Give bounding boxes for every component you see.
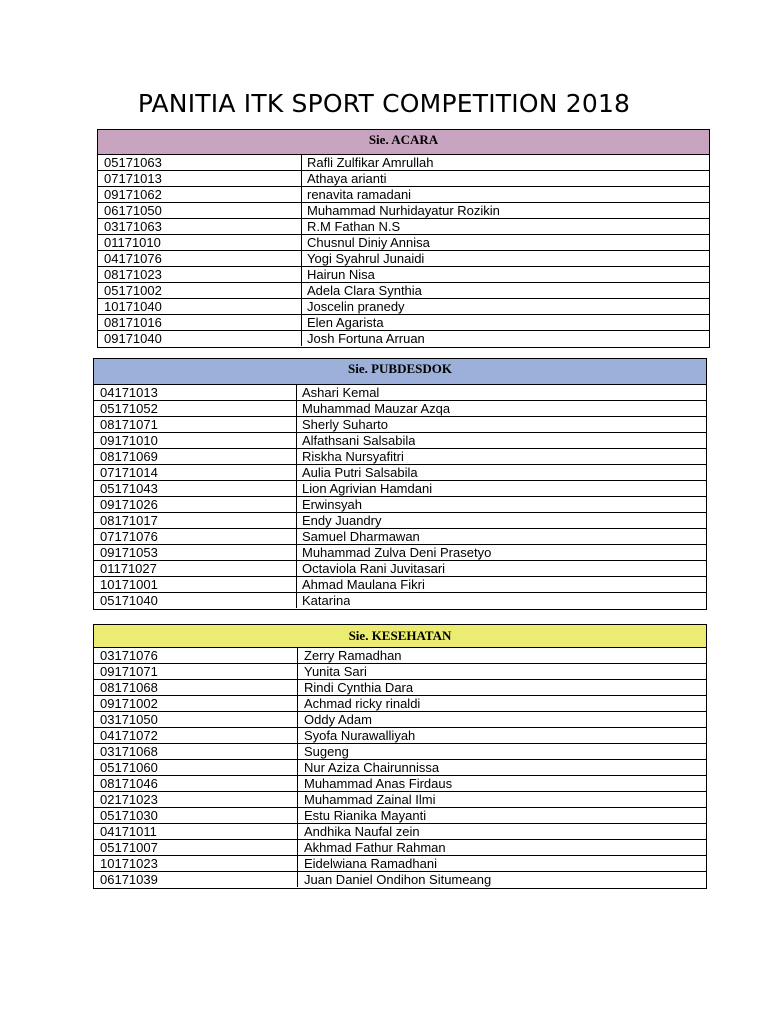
student-id-cell: 02171023 [94,792,298,807]
table-row [94,449,706,465]
student-name-cell: Muhammad Mauzar Azqa [302,401,451,416]
table-row [98,251,709,267]
table-row [94,513,706,529]
table-row [94,872,706,888]
student-id-cell: 05171060 [94,760,298,775]
table-row [94,648,706,664]
student-name-cell: Andhika Naufal zein [304,824,420,839]
student-id-cell: 08171023 [98,267,302,282]
student-name-cell: Sugeng [304,744,349,759]
student-id-cell: 05171002 [98,283,302,298]
section-heading: Sie. ACARA [98,130,709,155]
student-name-cell: Joscelin pranedy [307,299,405,314]
student-name-cell: Ashari Kemal [302,385,380,400]
student-id-cell: 09171010 [94,433,297,448]
student-name-cell: Chusnul Diniy Annisa [307,235,430,250]
table-row [94,417,706,433]
table-row [94,577,706,593]
student-name-cell: Elen Agarista [307,315,384,330]
student-id-cell: 03171076 [94,648,298,663]
student-id-cell: 05171063 [98,155,302,170]
table-row [94,385,706,401]
table-row [94,824,706,840]
student-id-cell: 06171039 [94,872,298,887]
student-id-cell: 04171013 [94,385,297,400]
student-id-cell: 07171014 [94,465,297,480]
section-heading: Sie. KESEHATAN [94,625,706,648]
table-row [94,712,706,728]
table-row [98,219,709,235]
section-pubdesdok-table [93,358,707,610]
table-row [94,680,706,696]
table-row [94,481,706,497]
student-id-cell: 04171011 [94,824,298,839]
student-id-cell: 05171007 [94,840,298,855]
student-id-cell: 10171001 [94,577,297,592]
student-id-cell: 05171030 [94,808,298,823]
table-row [94,545,706,561]
table-row [98,331,709,347]
table-row [94,497,706,513]
table-row [94,776,706,792]
table-row [98,155,709,171]
table-row [94,465,706,481]
table-row [98,299,709,315]
student-name-cell: Aulia Putri Salsabila [302,465,418,480]
student-id-cell: 04171072 [94,728,298,743]
student-id-cell: 04171076 [98,251,302,266]
student-id-cell: 01171010 [98,235,302,250]
table-row [98,235,709,251]
student-name-cell: Muhammad Zainal Ilmi [304,792,436,807]
student-name-cell: Erwinsyah [302,497,362,512]
student-name-cell: Muhammad Nurhidayatur Rozikin [307,203,500,218]
table-row [94,744,706,760]
student-id-cell: 09171026 [94,497,297,512]
table-row [98,171,709,187]
student-id-cell: 08171017 [94,513,297,528]
student-id-cell: 03171068 [94,744,298,759]
student-id-cell: 03171050 [94,712,298,727]
student-id-cell: 01171027 [94,561,297,576]
student-id-cell: 07171013 [98,171,302,186]
student-id-cell: 09171002 [94,696,298,711]
table-row [94,561,706,577]
table-row [94,728,706,744]
student-id-cell: 09171071 [94,664,298,679]
student-name-cell: Katarina [302,593,351,608]
student-name-cell: Josh Fortuna Arruan [307,331,425,346]
student-id-cell: 06171050 [98,203,302,218]
table-row [98,283,709,299]
student-name-cell: Juan Daniel Ondihon Situmeang [304,872,492,887]
student-name-cell: R.M Fathan N.S [307,219,401,234]
student-id-cell: 10171040 [98,299,302,314]
table-row [94,664,706,680]
student-name-cell: Lion Agrivian Hamdani [302,481,433,496]
student-name-cell: Sherly Suharto [302,417,388,432]
table-body [98,155,709,347]
student-name-cell: Achmad ricky rinaldi [304,696,421,711]
table-body [94,385,706,609]
section-kesehatan-table [93,624,707,889]
section-acara-table [97,129,710,348]
student-id-cell: 05171052 [94,401,297,416]
student-name-cell: Endy Juandry [302,513,382,528]
student-name-cell: Syofa Nurawalliyah [304,728,416,743]
student-id-cell: 08171071 [94,417,297,432]
student-name-cell: Adela Clara Synthia [307,283,422,298]
student-name-cell: Athaya arianti [307,171,387,186]
student-name-cell: Nur Aziza Chairunnissa [304,760,440,775]
table-row [94,840,706,856]
section-heading: Sie. PUBDESDOK [94,359,706,385]
table-body [94,648,706,888]
student-name-cell: Estu Rianika Mayanti [304,808,427,823]
student-id-cell: 08171016 [98,315,302,330]
student-name-cell: Riskha Nursyafitri [302,449,404,464]
student-id-cell: 08171069 [94,449,297,464]
student-name-cell: Ahmad Maulana Fikri [302,577,425,592]
table-row [94,856,706,872]
student-id-cell: 09171040 [98,331,302,346]
student-name-cell: Zerry Ramadhan [304,648,402,663]
student-id-cell: 07171076 [94,529,297,544]
student-name-cell: Muhammad Anas Firdaus [304,776,453,791]
table-row [94,808,706,824]
student-id-cell: 10171023 [94,856,298,871]
student-name-cell: Akhmad Fathur Rahman [304,840,446,855]
student-name-cell: Rafli Zulfikar Amrullah [307,155,434,170]
student-id-cell: 09171053 [94,545,297,560]
table-row [94,401,706,417]
student-name-cell: Muhammad Zulva Deni Prasetyo [302,545,492,560]
student-name-cell: Hairun Nisa [307,267,375,282]
student-name-cell: Yunita Sari [304,664,367,679]
table-row [98,187,709,203]
student-id-cell: 08171046 [94,776,298,791]
table-row [98,267,709,283]
table-row [94,760,706,776]
table-row [98,203,709,219]
table-row [94,593,706,609]
student-name-cell: Rindi Cynthia Dara [304,680,414,695]
student-id-cell: 08171068 [94,680,298,695]
student-name-cell: Octaviola Rani Juvitasari [302,561,446,576]
student-id-cell: 05171043 [94,481,297,496]
page-title: PANITIA ITK SPORT COMPETITION 2018 [137,89,631,118]
student-id-cell: 09171062 [98,187,302,202]
student-id-cell: 03171063 [98,219,302,234]
student-name-cell: Oddy Adam [304,712,372,727]
table-row [94,792,706,808]
table-row [94,433,706,449]
student-name-cell: Yogi Syahrul Junaidi [307,251,425,266]
student-id-cell: 05171040 [94,593,297,608]
student-name-cell: Alfathsani Salsabila [302,433,416,448]
table-row [98,315,709,331]
table-row [94,696,706,712]
student-name-cell: Samuel Dharmawan [302,529,420,544]
student-name-cell: Eidelwiana Ramadhani [304,856,437,871]
table-row [94,529,706,545]
student-name-cell: renavita ramadani [307,187,412,202]
